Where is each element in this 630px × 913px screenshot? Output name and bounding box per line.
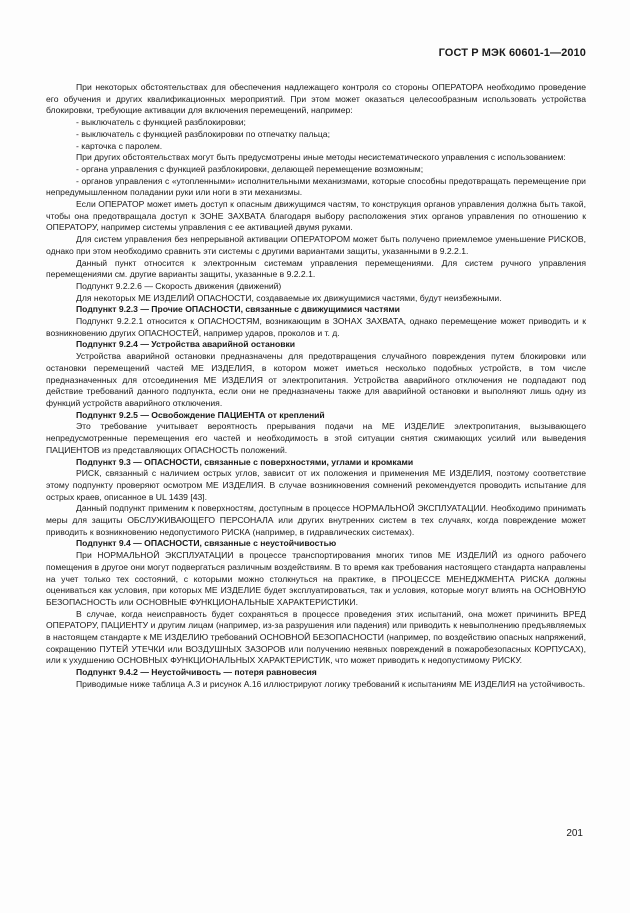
list-item: - органов управления с «утопленными» исполнительными механизмами, которые способны предотвращать перемещение при непредумышленном поладании руки или ноги в эти механизмы. bbox=[46, 175, 586, 198]
paragraph: Приводимые ниже таблица А.3 и рисунок А.16 иллюстрируют логику требований к испытаниям МЕ ИЗДЕЛИЯ на устойчивость. bbox=[76, 678, 586, 689]
list-item: - карточка с паролем. bbox=[76, 140, 163, 151]
paragraph: В случае, когда неисправность будет сохраняться в процессе проведения этих испытаний, она может причинить ВРЕД ОПЕРАТОРУ, ПАЦИЕНТУ и другим лицам (например, из-за разрушения или падения) или приводить к невыполнению предъявляемых в настоящем стандарте к МЕ ИЗДЕЛИЮ требований ОСНОВНОЙ БЕЗОПАСНОСТИ (например, по воздействию опасных напряжений, сокращению ПУТЕЙ УТЕЧКИ или ВОЗДУШНЫХ ЗАЗОРОВ или получению неявных повреждений в пожаробезопасных КОРПУСАХ), или к ухудшению ОСНОВНЫХ ФУНКЦИОНАЛЬНЫХ ХАРАКТЕРИСТИК, что может приводить к недопустимому РИСКУ. bbox=[46, 608, 586, 666]
paragraph: Для систем управления без непрерывной активации ОПЕРАТОРОМ может быть получено приемлемое уменьшение РИСКОВ, однако при этом необходимо сравнить эти системы с другими вариантами защиты, указанными в 9.2.2.1. bbox=[46, 234, 586, 256]
list-item: - выключатель с функцией разблокировки по отпечатку пальца; bbox=[76, 128, 330, 139]
paragraph: Для некоторых МЕ ИЗДЕЛИЙ ОПАСНОСТИ, создаваемые их движущимися частями, будут неизбежными. bbox=[76, 292, 502, 303]
list-item: - выключатель с функцией разблокировки; bbox=[76, 117, 246, 128]
subclause-heading: Подпункт 9.2.5 — Освобождение ПАЦИЕНТА от креплений bbox=[76, 409, 325, 420]
paragraph: Подпункт 9.2.2.1 относится к ОПАСНОСТЯМ, возникающим в ЗОНАХ ЗАХВАТА, однако перемещение может приводить и к возникновению других ОПАСНОСТЕЙ, например ударов, проколов и т. д. bbox=[46, 316, 586, 338]
document-body bbox=[46, 82, 586, 691]
paragraph: РИСК, связанный с наличием острых углов, зависит от их положения и применения МЕ ИЗДЕЛИЯ, поэтому соответствие этому подпункту проверяют осмотром МЕ ИЗДЕЛИЯ. В случае возникновения сомнений рекомендуется проводить испытание для острых краев, описанное в UL 1439 [43]. bbox=[46, 468, 586, 502]
subclause-heading: Подпункт 9.2.4 — Устройства аварийной остановки bbox=[76, 339, 296, 350]
paragraph: При других обстоятельствах могут быть предусмотрены иные методы несистематического управления с использованием: bbox=[76, 152, 566, 163]
paragraph: При НОРМАЛЬНОЙ ЭКСПЛУАТАЦИИ в процессе транспортирования многих типов МЕ ИЗДЕЛИЙ из одного рабочего помещения в другое они могут подвергаться различным воздействиям. В то время как требования настоящего стандарта направлены на учет только тех состояний, с которыми можно столкнуться на практике, в ПРОЦЕССЕ МЕНЕДЖМЕНТА РИСКА должны оцениваться как условия, при которых МЕ ИЗДЕЛИЕ будет эксплуатироваться, так и условия, которые могут влиять на ОСНОВНУЮ БЕЗОПАСНОСТЬ или ОСНОВНЫЕ ФУНКЦИОНАЛЬНЫЕ ХАРАКТЕРИСТИКИ. bbox=[46, 550, 586, 607]
paragraph: Это требование учитывает вероятность прерывания подачи на МЕ ИЗДЕЛИЕ электропитания, вызывающего непредусмотренные перемещения его частей и необходимость в этой ситуации снятия сжимающих усилий или выведения ПАЦИЕНТОВ из представляющих ОПАСНОСТЬ положений. bbox=[46, 421, 586, 455]
subclause-heading: Подпункт 9.4.2 — Неустойчивость — потеря равновесия bbox=[76, 667, 317, 678]
page-number: 201 bbox=[566, 828, 583, 839]
paragraph: Данный подпункт применим к поверхностям, доступным в процессе НОРМАЛЬНОЙ ЭКСПЛУАТАЦИИ. Необходимо принимать меры для защиты ОБСЛУЖИВАЮЩЕГО ПЕРСОНАЛА или других внутренних систем в тех случаях, когда повреждение может приводить к возникновению недопустимого РИСКА (например, в гидравлических системах). bbox=[46, 503, 586, 537]
paragraph: Устройства аварийной остановки предназначены для предотвращения случайного повреждения путем блокировки или остановки перемещений частей МЕ ИЗДЕЛИЯ, в котором может иметься несколько подобных устройств, в том числе предназначенных для отсоединения МЕ ИЗДЕЛИЯ от электропитания. Устройства аварийного отключения не подпадают под действие требований данного подпункта, если они не предназначены также для аварийной остановки и выполняют лишь одну из функций устройств аварийного отключения. bbox=[46, 351, 586, 408]
document-header: ГОСТ Р МЭК 60601-1—2010 bbox=[438, 47, 586, 59]
subclause-heading: Подпункт 9.3 — ОПАСНОСТИ, связанные с поверхностями, углами и кромками bbox=[76, 456, 414, 467]
paragraph: Если ОПЕРАТОР может иметь доступ к опасным движущимся частям, то конструкция органов управления должна быть такой, чтобы она предотвращала доступ к ЗОНЕ ЗАХВАТА благодаря выбору расположения этих органов управления по отношению к ОПЕРАТОРУ, например системы управления с ее активацией двумя руками. bbox=[46, 199, 586, 233]
paragraph: При некоторых обстоятельствах для обеспечения надлежащего контроля со стороны ОПЕРАТОРА необходимо проведение его обучения и других квалификационных мероприятий. При этом может оказаться целесообразным использовать устройства блокировки, требующие активации для включения перемещений, например: bbox=[46, 82, 586, 116]
subclause-heading: Подпункт 9.2.2.6 — Скорость движения (движений) bbox=[76, 280, 282, 291]
subclause-heading: Подпункт 9.4 — ОПАСНОСТИ, связанные с неустойчивостью bbox=[76, 538, 337, 549]
paragraph: Данный пункт относится к электронным системам управления перемещениями. Для систем ручного управления перемещениями см. другие варианты защиты, указанные в 9.2.2.1. bbox=[46, 257, 586, 280]
subclause-heading: Подпункт 9.2.3 — Прочие ОПАСНОСТИ, связанные с движущимися частями bbox=[76, 304, 400, 315]
list-item: - органа управления с функцией разблокировки, делающей перемещение возможным; bbox=[76, 163, 424, 174]
